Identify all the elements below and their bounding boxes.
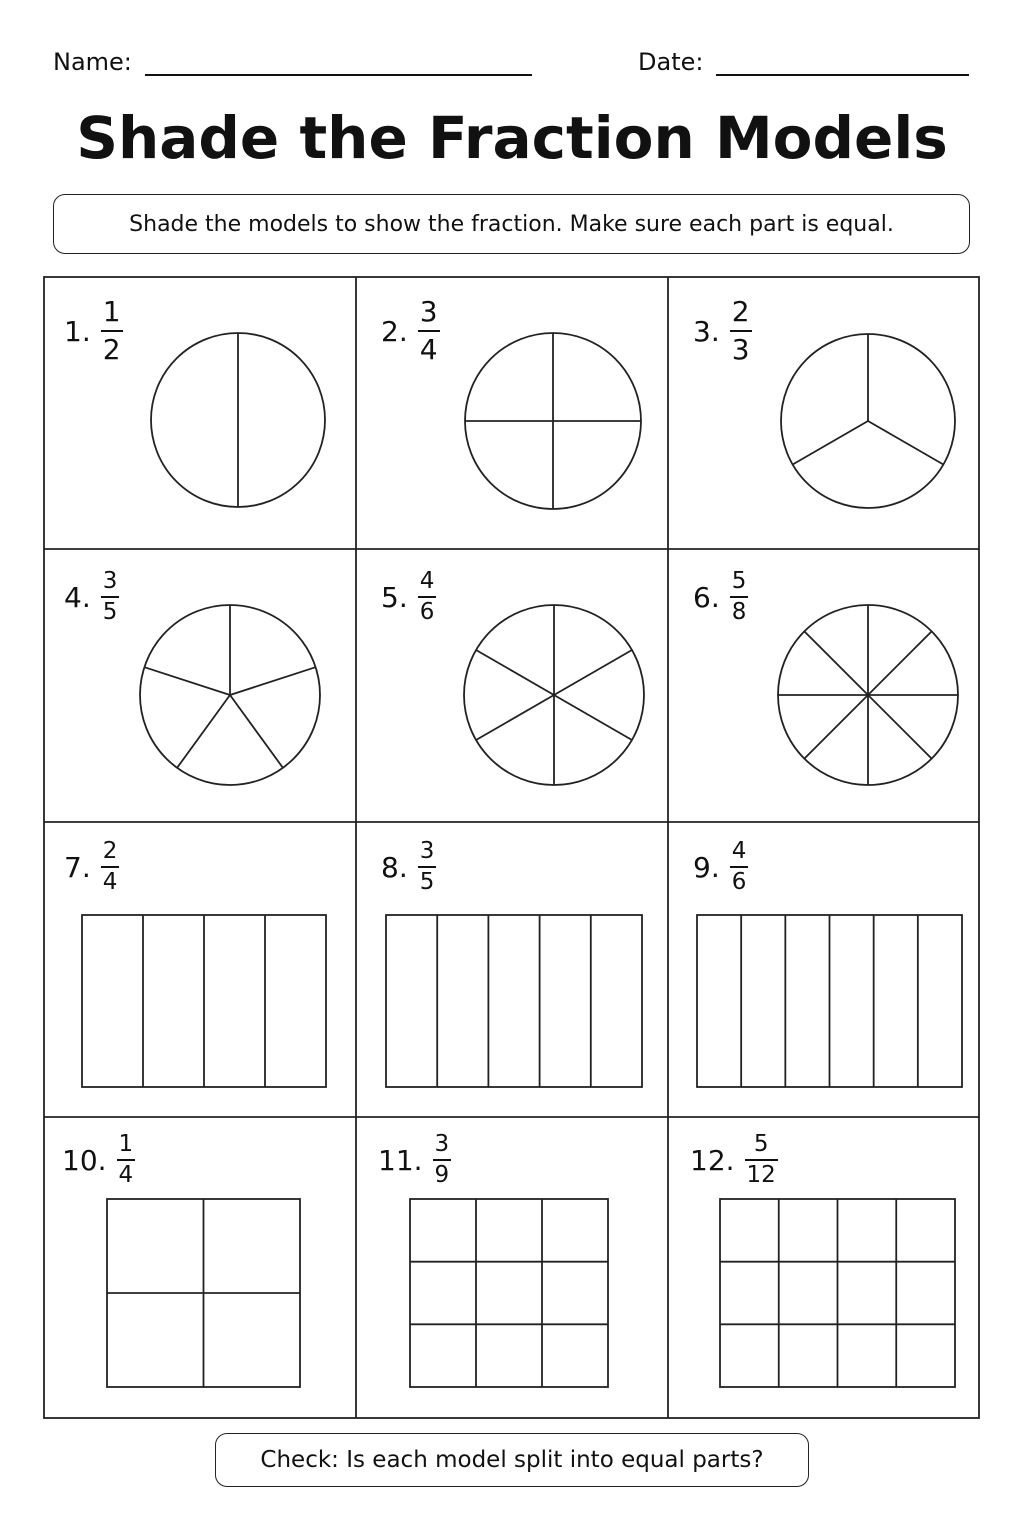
circle-model-quarters <box>465 333 641 509</box>
problem-label <box>64 840 119 894</box>
circle-model-eighths <box>778 605 958 785</box>
fraction <box>101 570 120 624</box>
circle-model-halves <box>151 333 325 507</box>
fraction-bar <box>730 596 749 598</box>
problem-number: 12. <box>690 1143 735 1177</box>
problem-label <box>693 570 748 624</box>
partition-line <box>793 421 868 465</box>
fraction-denominator: 3 <box>731 333 750 366</box>
fraction-denominator: 12 <box>746 1162 776 1188</box>
fraction-denominator: 9 <box>434 1162 450 1188</box>
partition-line <box>804 631 868 695</box>
grid-model-3x3 <box>410 1199 608 1387</box>
problem-label <box>693 840 748 894</box>
problem-number: 1. <box>64 314 91 348</box>
fraction-numerator: 2 <box>102 838 118 864</box>
fraction-bar <box>101 596 120 598</box>
partition-line <box>554 650 632 695</box>
fraction <box>418 570 437 624</box>
fraction-denominator: 4 <box>419 333 438 366</box>
problem-label <box>378 1133 451 1187</box>
partition-line <box>230 695 283 768</box>
fraction-numerator: 3 <box>102 568 118 594</box>
fraction-bar <box>418 866 437 868</box>
fraction <box>730 840 749 894</box>
fraction-bar <box>101 866 120 868</box>
problem-label <box>62 1133 135 1187</box>
fraction-numerator: 4 <box>419 568 435 594</box>
bar-model-fourths <box>82 915 326 1087</box>
problem-label <box>381 295 440 366</box>
instructions-box <box>53 194 970 254</box>
grid-model-2x2 <box>107 1199 300 1387</box>
fraction <box>101 295 123 366</box>
problem-number: 7. <box>64 850 91 884</box>
fraction-bar <box>101 330 123 332</box>
check-box <box>215 1433 809 1487</box>
partition-line <box>804 695 868 759</box>
fraction <box>433 1133 452 1187</box>
page-title: Shade the Fraction Models <box>76 104 948 172</box>
partition-line <box>868 421 943 465</box>
bar-model-sixths <box>697 915 962 1087</box>
grid-model-4x3 <box>720 1199 955 1387</box>
fraction-bar <box>730 866 749 868</box>
fraction-bar <box>745 1159 778 1161</box>
problem-number: 6. <box>693 580 720 614</box>
partition-line <box>868 631 932 695</box>
problem-label <box>690 1133 778 1187</box>
check-text: Check: Is each model split into equal parts? <box>260 1447 764 1473</box>
fraction-denominator: 5 <box>419 869 435 895</box>
fraction-numerator: 4 <box>731 838 747 864</box>
problem-label <box>693 295 752 366</box>
fraction <box>418 840 437 894</box>
partition-line <box>230 667 316 695</box>
fraction <box>117 1133 136 1187</box>
date-label: Date: <box>638 48 704 76</box>
circle-model-fifths <box>140 605 320 785</box>
fraction-numerator: 3 <box>419 838 435 864</box>
fraction-denominator: 6 <box>731 869 747 895</box>
grid-frame <box>44 277 979 1418</box>
fraction-denominator: 2 <box>102 333 121 366</box>
problem-number: 9. <box>693 850 720 884</box>
fraction-numerator: 1 <box>118 1131 134 1157</box>
fraction-bar <box>730 330 752 332</box>
circle-model-sixths <box>464 605 644 785</box>
fraction-denominator: 4 <box>118 1162 134 1188</box>
fraction-denominator: 8 <box>731 599 747 625</box>
problem-number: 10. <box>62 1143 107 1177</box>
fraction-numerator: 3 <box>434 1131 450 1157</box>
instructions-text: Shade the models to show the fraction. Make sure each part is equal. <box>129 211 894 237</box>
problem-number: 11. <box>378 1143 423 1177</box>
fraction-numerator: 3 <box>419 295 438 328</box>
problem-label <box>381 570 436 624</box>
problem-number: 2. <box>381 314 408 348</box>
fraction-bar <box>117 1159 136 1161</box>
partition-line <box>476 695 554 740</box>
fraction-numerator: 5 <box>731 568 747 594</box>
fraction <box>101 840 120 894</box>
fraction-denominator: 5 <box>102 599 118 625</box>
fraction-numerator: 5 <box>753 1131 769 1157</box>
circle-model-thirds <box>781 334 955 508</box>
fraction-bar <box>418 596 437 598</box>
partition-line <box>554 695 632 740</box>
name-field[interactable] <box>145 74 532 76</box>
partition-line <box>476 650 554 695</box>
partition-line <box>144 667 230 695</box>
problem-number: 3. <box>693 314 720 348</box>
fraction-numerator: 1 <box>102 295 121 328</box>
date-field[interactable] <box>716 74 969 76</box>
problem-number: 5. <box>381 580 408 614</box>
problem-label <box>381 840 436 894</box>
problem-number: 8. <box>381 850 408 884</box>
fraction <box>730 570 749 624</box>
problem-label <box>64 570 119 624</box>
fraction <box>745 1133 778 1187</box>
problem-label <box>64 295 123 366</box>
fraction <box>418 295 440 366</box>
problem-number: 4. <box>64 580 91 614</box>
fraction-denominator: 6 <box>419 599 435 625</box>
name-label: Name: <box>53 48 132 76</box>
fraction-numerator: 2 <box>731 295 750 328</box>
fraction-bar <box>418 330 440 332</box>
partition-line <box>868 695 932 759</box>
partition-line <box>177 695 230 768</box>
fraction-bar <box>433 1159 452 1161</box>
fraction-denominator: 4 <box>102 869 118 895</box>
bar-model-fifths <box>386 915 642 1087</box>
fraction <box>730 295 752 366</box>
